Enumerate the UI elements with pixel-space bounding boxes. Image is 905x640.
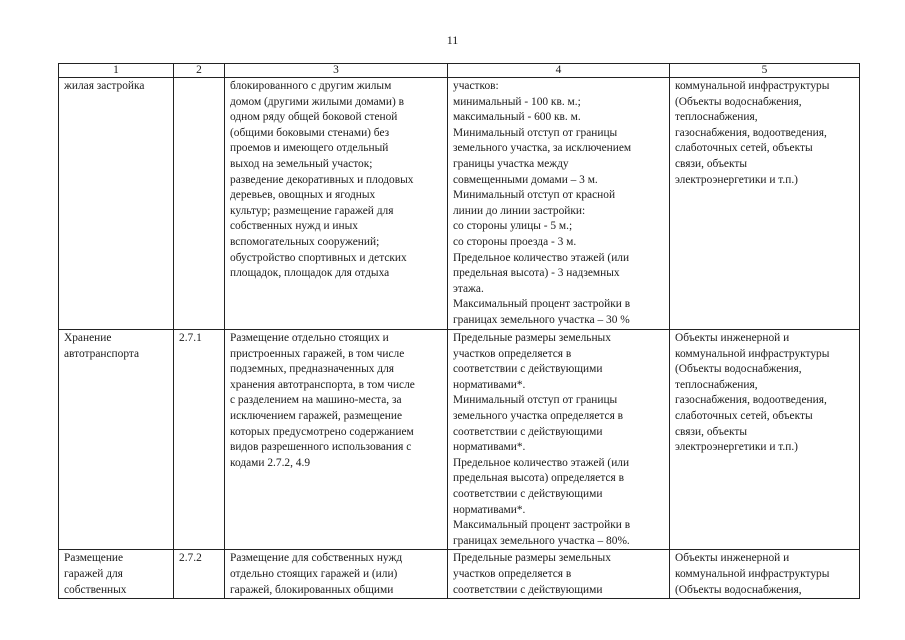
land-use-table <box>58 63 860 599</box>
table-row <box>59 550 860 599</box>
plot-parameters: Предельные размеры земельных участков определяется в соответствии с действующими <box>448 550 670 599</box>
use-type-description: блокированного с другим жилым домом (другими жилыми домами) в одном ряду общей боковой стеной (общими боковыми стенами) без проемов и имеющего отдельный выход на земельный участок; разведение декоративных и плодовых деревьев, овощных и ягодных культур; размещение гаражей для собственных нужд и иных вспомогательных сооружений; обустройство спортивных и детских площадок, площадок для отдыха <box>225 78 448 330</box>
infrastructure-objects: Объекты инженерной и коммунальной инфраструктуры (Объекты водоснабжения, <box>670 550 860 599</box>
plot-parameters: Предельные размеры земельных участков определяется в соответствии с действующими нормативами*. Минимальный отступ от границы земельного участка определяется в соответствии с действующими нормативами*. Предельное количество этажей (или предельная высота) определяется в соответствии с действующими нормативами*. Максимальный процент застройки в границах земельного участка – 80%. <box>448 330 670 550</box>
use-type-description: Размещение отдельно стоящих и пристроенных гаражей, в том числе подземных, предназначенных для хранения автотранспорта, в том числе с разделением на машино-места, за исключением гаражей, размещение которых предусмотрено содержанием видов разрешенного использования с кодами 2.7.2, 4.9 <box>225 330 448 550</box>
column-header-1: 1 <box>59 64 174 78</box>
use-type-name: Хранение автотранспорта <box>59 330 174 550</box>
table-row <box>59 330 860 550</box>
column-header-2: 2 <box>174 64 225 78</box>
page-number: 11 <box>446 33 459 47</box>
infrastructure-objects: коммунальной инфраструктуры (Объекты водоснабжения, теплоснабжения, газоснабжения, водоотведения, слаботочных сетей, объекты связи, объекты электроэнергетики и т.п.) <box>670 78 860 330</box>
table-row <box>59 78 860 330</box>
use-type-name: Размещение гаражей для собственных <box>59 550 174 599</box>
use-type-code: 2.7.1 <box>174 330 225 550</box>
plot-parameters: участков: минимальный - 100 кв. м.; максимальный - 600 кв. м. Минимальный отступ от границы земельного участка, за исключением границы участка между совмещенными домами – 3 м. Минимальный отступ от красной линии до линии застройки: со стороны улицы - 5 м.; со стороны проезда - 3 м. Предельное количество этажей (или предельная высота) - 3 надземных этажа. Максимальный процент застройки в границах земельного участка – 30 % <box>448 78 670 330</box>
infrastructure-objects: Объекты инженерной и коммунальной инфраструктуры (Объекты водоснабжения, теплоснабжения, газоснабжения, водоотведения, слаботочных сетей, объекты связи, объекты электроэнергетики и т.п.) <box>670 330 860 550</box>
use-type-code: 2.7.2 <box>174 550 225 599</box>
use-type-description: Размещение для собственных нужд отдельно стоящих гаражей и (или) гаражей, блокированных общими <box>225 550 448 599</box>
column-header-5: 5 <box>670 64 860 78</box>
table-header-row <box>59 64 860 78</box>
use-type-name: жилая застройка <box>59 78 174 330</box>
column-header-3: 3 <box>225 64 448 78</box>
column-header-4: 4 <box>448 64 670 78</box>
use-type-code <box>174 78 225 330</box>
